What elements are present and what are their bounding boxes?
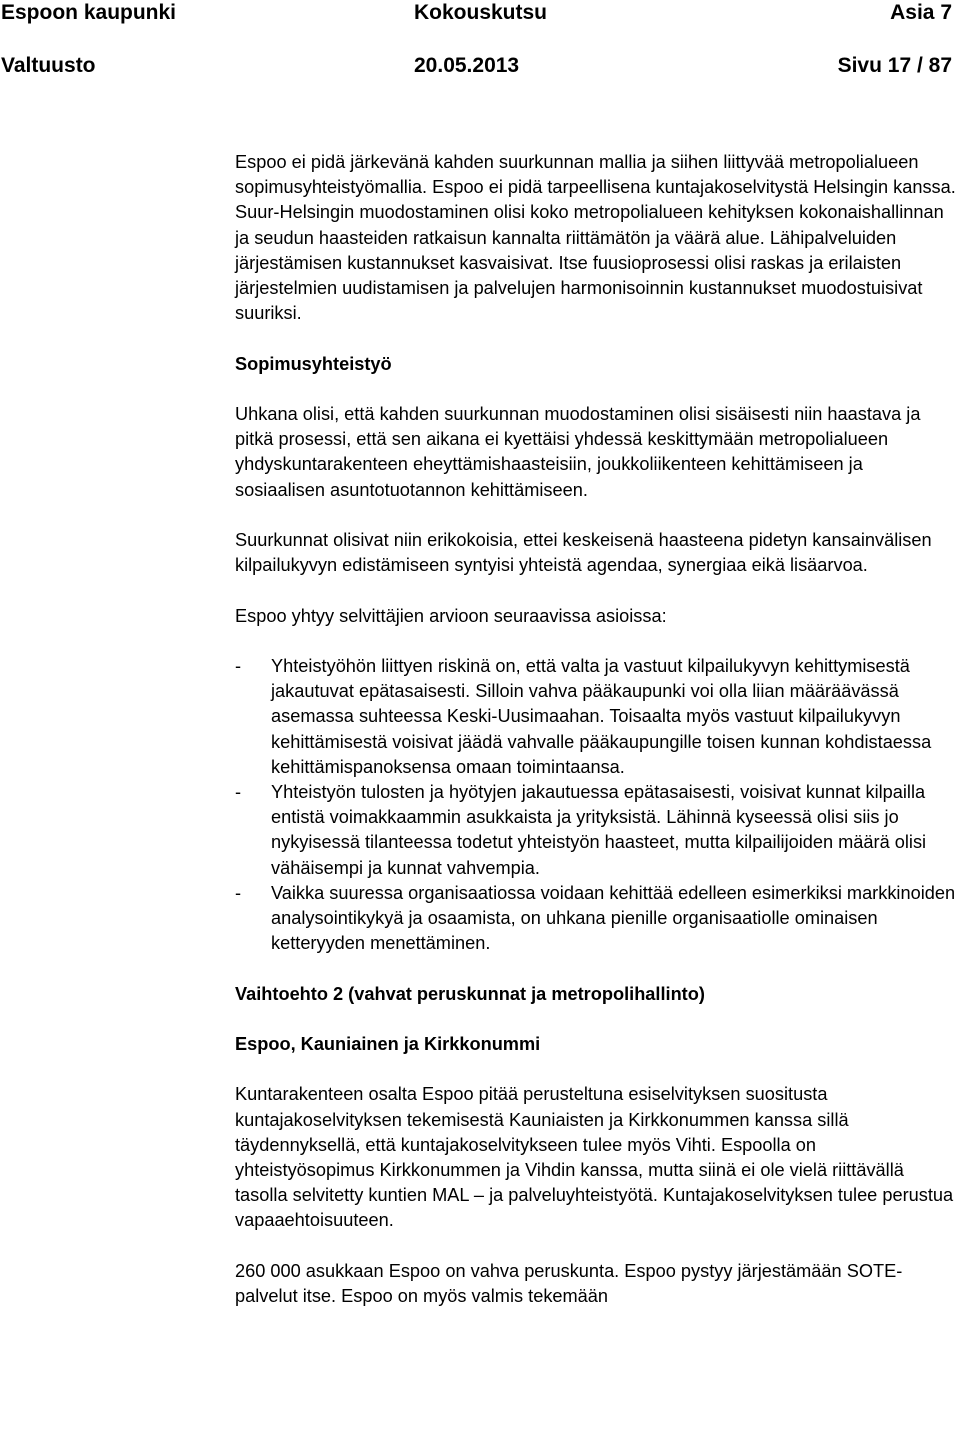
paragraph-suurkunnat: Suurkunnat olisivat niin erikokoisia, ettei keskeisenä haasteena pidetyn kansainvälisen kilpailukyvyn edistämiseen syntyisi yhteistä agendaa, synergiaa eikä lisäarvoa. [235, 530, 932, 576]
header-date: 20.05.2013 [414, 54, 520, 77]
list-item-text: Yhteistyöhön liittyen riskinä on, että valta ja vastuut kilpailukyvyn kehittymisestä jakautuvat epätasaisesti. Silloin vahva pääkaupunki voi olla liian määräävässä asemassa suhteessa Keski-Uusimaahan. Toisaalta myös vastuut kilpailukyvyn kehittämisestä voisivat jäädä vahvalle pääkaupungille toisen kunnan kohdistaessa kehittämispanoksensa omaan toimintaansa. [271, 655, 932, 777]
dash-bullet: - [235, 782, 242, 802]
dash-bullet: - [235, 655, 242, 676]
dash-bullet: - [235, 882, 242, 903]
heading-espoo-kauniainen-kirkkonummi: Espoo, Kauniainen ja Kirkkonummi [235, 1034, 541, 1054]
list-item-text: Yhteistyön tulosten ja hyötyjen jakautuessa epätasaisesti, voisivat kunnat kilpailla entistä voimakkaammin asukkaista ja yrityksistä. Lähinnä kyseessä olisi siis jo nykyisessä tilanteessa todetut yhteistyön haasteet, mutta kilpailijoiden määrä olisi vähäisempi ja kunnat vahvempia. [271, 782, 927, 878]
header-item: Asia 7 [890, 1, 952, 24]
paragraph-asukkaat: 260 000 asukkaan Espoo on vahva peruskunta. Espoo pystyy järjestämään SOTE- palvelut itse. Espoo on myös valmis tekemään [235, 1260, 903, 1306]
list-item-text: Vaikka suuressa organisaatiossa voidaan kehittää edelleen esimerkiksi markkinoiden analysointikykyä ja osaamista, on uhkana pienille organisaatiolle ominaisen ketteryyden menettäminen. [271, 882, 956, 954]
list-item [235, 881, 957, 957]
list-item [235, 654, 957, 780]
header-body-name: Valtuusto [1, 54, 96, 77]
document-body [235, 150, 957, 1309]
paragraph-uhkana: Uhkana olisi, että kahden suurkunnan muodostaminen olisi sisäisesti niin haastava ja pitkä prosessi, että sen aikana ei kyettäisi yhdessä keskittymään metropolialueen yhdyskuntarakenteen eheyttämishaasteisiin, joukkoliikenteen kehittämiseen ja sosiaalisen asuntotuotannon kehittämiseen. [235, 404, 921, 500]
dash-list [235, 654, 957, 956]
header-doc-type: Kokouskutsu [414, 1, 548, 24]
paragraph-kuntarakenne: Kuntarakenteen osalta Espoo pitää perusteltuna esiselvityksen suositusta kuntajakoselvityksen tekemisestä Kauniaisten ja Kirkkonummen kanssa sillä täydennyksellä, että kuntajakoselvitykseen tulee myös Vihti. Espoolla on yhteistyösopimus Kirkkonummen ja Vihdin kanssa, mutta siinä ei ole vielä riittävällä tasolla selvitetty kuntien MAL – ja palveluyhteistyötä. Kuntajakoselvityksen tulee perustua vapaaehtoisuuteen. [235, 1084, 954, 1231]
paragraph-espoo-yhtyy: Espoo yhtyy selvittäjien arvioon seuraavissa asioissa: [235, 605, 667, 626]
paragraph-intro: Espoo ei pidä järkevänä kahden suurkunnan mallia ja siihen liittyvää metropolialueen sopimusyhteistyömallia. Espoo ei pidä tarpeellisena kuntajakoselvitystä Helsingin kanssa. Suur-Helsingin muodostaminen olisi koko metropolialueen kehityksen kokonaishallinnan ja seudun haasteiden ratkaisun kannalta riittämätön ja väärä alue. Lähipalveluiden järjestämisen kustannukset kasvaisivat. Itse fuusioprosessi olisi raskas ja erilaisten järjestelmien uudistamisen ja palvelujen harmonisoinnin kustannukset muodostuisivat suuriksi. [235, 152, 956, 324]
heading-sopimusyhteistyo: Sopimusyhteistyö [235, 353, 392, 374]
header-org: Espoon kaupunki [1, 1, 177, 24]
heading-vaihtoehto-2: Vaihtoehto 2 (vahvat peruskunnat ja metropolihallinto) [235, 983, 705, 1004]
header-page: Sivu 17 / 87 [837, 54, 952, 77]
list-item [235, 780, 957, 881]
